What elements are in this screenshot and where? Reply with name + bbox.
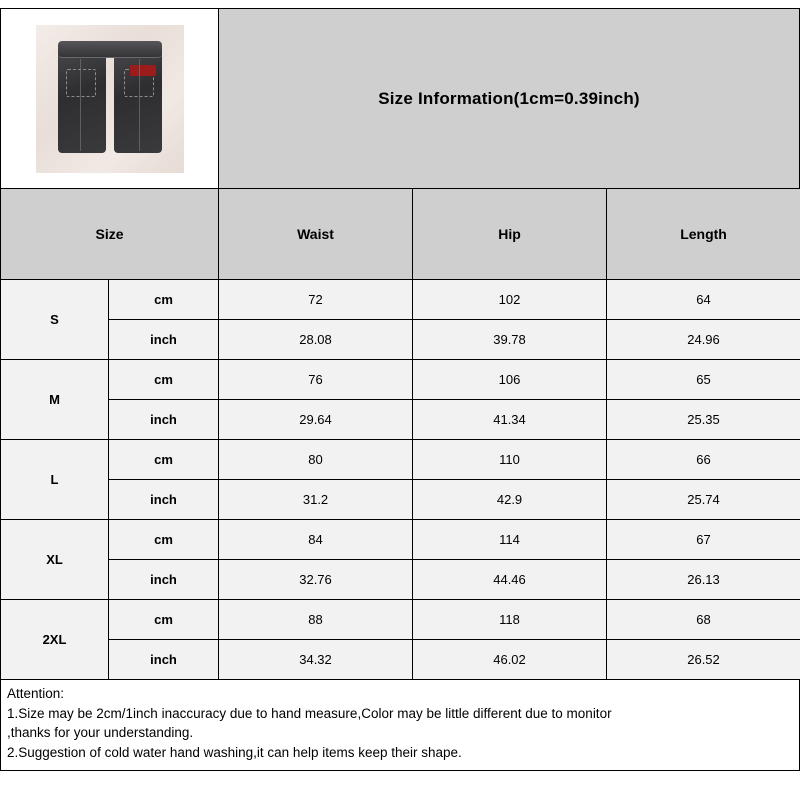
length-cm-xl: 67	[607, 520, 800, 560]
size-label-s: S	[1, 280, 109, 360]
column-header-length: Length	[607, 189, 800, 280]
length-cm-2xl: 68	[607, 600, 800, 640]
waist-cm-m: 76	[219, 360, 413, 400]
waist-cm-l: 80	[219, 440, 413, 480]
unit-cm: cm	[109, 600, 219, 640]
table-row	[1, 400, 800, 440]
waist-inch-2xl: 34.32	[219, 640, 413, 680]
size-label-2xl: 2XL	[1, 600, 109, 680]
attention-line-3: 2.Suggestion of cold water hand washing,it can help items keep their shape.	[7, 743, 793, 763]
unit-cm: cm	[109, 280, 219, 320]
hip-cm-m: 106	[413, 360, 607, 400]
attention-line-2: ,thanks for your understanding.	[7, 723, 793, 743]
length-inch-2xl: 26.52	[607, 640, 800, 680]
shorts-pocket-left	[66, 69, 96, 97]
unit-cm: cm	[109, 520, 219, 560]
length-inch-l: 25.74	[607, 480, 800, 520]
product-photo	[36, 25, 184, 173]
size-table	[0, 188, 800, 680]
waist-inch-xl: 32.76	[219, 560, 413, 600]
table-row	[1, 320, 800, 360]
waist-inch-l: 31.2	[219, 480, 413, 520]
hip-cm-s: 102	[413, 280, 607, 320]
unit-cm: cm	[109, 360, 219, 400]
hip-inch-2xl: 46.02	[413, 640, 607, 680]
table-header-row	[1, 189, 800, 280]
hip-inch-s: 39.78	[413, 320, 607, 360]
product-image-cell	[1, 9, 219, 188]
chart-header	[0, 8, 800, 188]
column-header-waist: Waist	[219, 189, 413, 280]
attention-block	[0, 680, 800, 771]
table-row	[1, 440, 800, 480]
table-row	[1, 600, 800, 640]
table-row	[1, 280, 800, 320]
table-row	[1, 640, 800, 680]
waist-cm-xl: 84	[219, 520, 413, 560]
unit-inch: inch	[109, 320, 219, 360]
waist-cm-2xl: 88	[219, 600, 413, 640]
column-header-hip: Hip	[413, 189, 607, 280]
size-label-m: M	[1, 360, 109, 440]
length-inch-m: 25.35	[607, 400, 800, 440]
table-row	[1, 560, 800, 600]
unit-inch: inch	[109, 400, 219, 440]
unit-inch: inch	[109, 480, 219, 520]
waist-inch-m: 29.64	[219, 400, 413, 440]
hip-inch-xl: 44.46	[413, 560, 607, 600]
hip-inch-m: 41.34	[413, 400, 607, 440]
attention-line-1: 1.Size may be 2cm/1inch inaccuracy due to hand measure,Color may be little different due to monitor	[7, 704, 793, 724]
shorts-waistband	[58, 41, 162, 58]
size-label-xl: XL	[1, 520, 109, 600]
hip-inch-l: 42.9	[413, 480, 607, 520]
length-inch-xl: 26.13	[607, 560, 800, 600]
size-label-l: L	[1, 440, 109, 520]
hip-cm-2xl: 118	[413, 600, 607, 640]
shorts-seam-right	[139, 59, 140, 151]
size-chart-sheet	[0, 8, 800, 808]
length-inch-s: 24.96	[607, 320, 800, 360]
length-cm-l: 66	[607, 440, 800, 480]
unit-cm: cm	[109, 440, 219, 480]
unit-inch: inch	[109, 640, 219, 680]
chart-title-cell	[219, 9, 799, 188]
hip-cm-l: 110	[413, 440, 607, 480]
brand-patch-icon	[130, 65, 156, 76]
length-cm-s: 64	[607, 280, 800, 320]
hip-cm-xl: 114	[413, 520, 607, 560]
shorts-seam-left	[80, 59, 81, 151]
attention-heading: Attention:	[7, 684, 793, 704]
shorts-illustration	[58, 41, 162, 153]
table-row	[1, 520, 800, 560]
waist-inch-s: 28.08	[219, 320, 413, 360]
length-cm-m: 65	[607, 360, 800, 400]
waist-cm-s: 72	[219, 280, 413, 320]
table-row	[1, 360, 800, 400]
table-row	[1, 480, 800, 520]
column-header-size: Size	[1, 189, 219, 280]
page-title: Size Information(1cm=0.39inch)	[378, 89, 640, 109]
unit-inch: inch	[109, 560, 219, 600]
